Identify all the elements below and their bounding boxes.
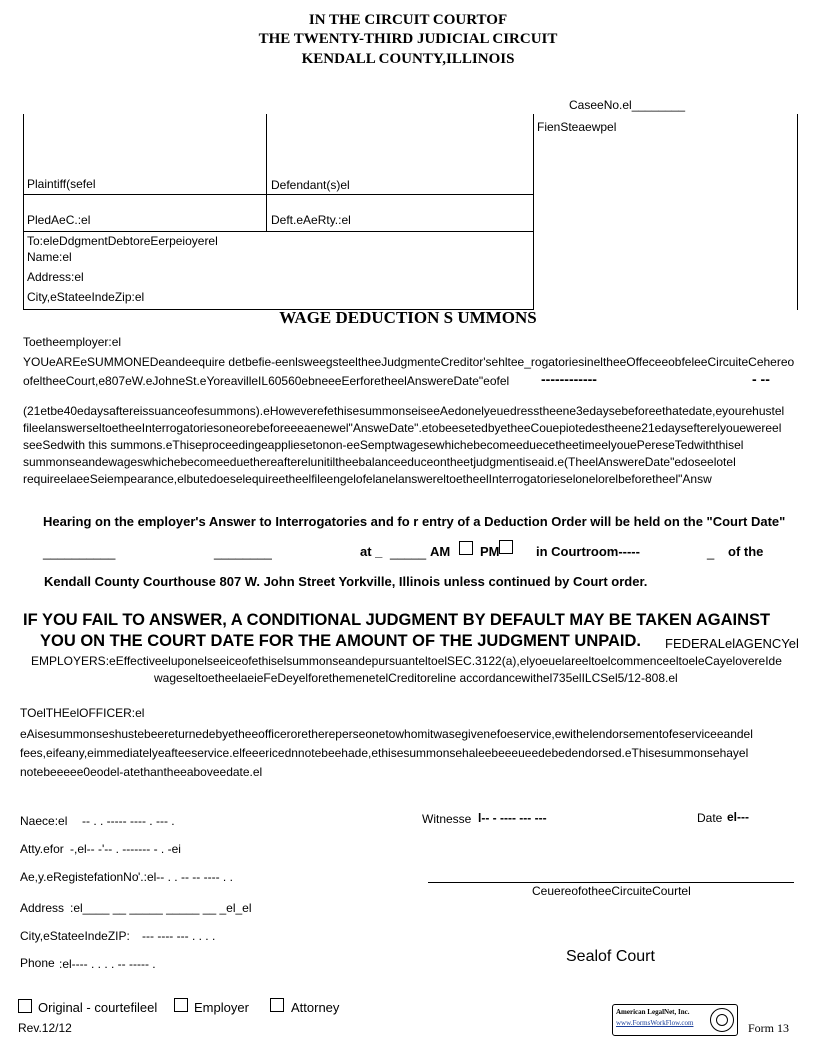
defendant-label: Defendant(s)el [271, 178, 350, 192]
courthouse-address: Kendall County Courthouse 807 W. John Street Yorkville, Illinois unless continued by Court order. [44, 574, 648, 589]
caption-left-border [23, 114, 24, 310]
logo-company-name: American LegalNet, Inc. [616, 1008, 690, 1016]
filestamp-right-border [797, 114, 798, 310]
time-blank: _____ [390, 545, 427, 560]
attorney-phone-field[interactable]: :el---- . . . . -- ----- . [59, 957, 156, 971]
case-number: CaseeNo.el________ [569, 98, 686, 112]
answer-date-dashes-end: - -- [752, 371, 770, 387]
revision-date: Rev.12/12 [18, 1021, 72, 1035]
courtroom-label: in Courtroom----- [536, 544, 640, 559]
debtor-city-label: City,eStateeIndeZip:el [27, 290, 145, 304]
pm-checkbox[interactable] [499, 540, 513, 554]
summons-para1-line2: ofeltheeCourt,e807eW.eJohneSt.eYoreavilleIL60560ebneeeEerforetheelAnswereDate"eofel [23, 374, 510, 388]
summons-para1-line1: YOUeAREeSUMMONEDeandeequire detbefie-eenlsweegsteeltheeJudgmenteCreditor'sehltee_rogatoriesineltheeOffeceeobfeleeCircuiteCehereo [23, 355, 795, 369]
courtroom-underscore: _ [707, 545, 715, 560]
court-date-blank: __________ [43, 545, 116, 560]
am-checkbox[interactable] [459, 541, 473, 555]
court-time-blank: ________ [214, 545, 272, 560]
employer-checkbox[interactable] [174, 998, 188, 1012]
publisher-logo [612, 1004, 738, 1036]
attorney-name-label: Naece:el [20, 814, 68, 828]
caption-middle-border [266, 114, 267, 232]
summons-para2-line3: seeSedwith this summons.eThiseproceedingeappliesetonon-eeSemptwagesewhichebecomeeduecetheetimeelyouePereseTedwiththisel [23, 438, 744, 452]
officer-instructions-line3: notebeeeee0eodel-atethantheeaboveedate.el [20, 765, 263, 779]
officer-instructions-line2: fees,eifeany,eimmediatelyeafteeservice.elfeeericednnotebeehade,ethisesummonsehaleebeeeueedebedendorsed.eThisesummonsehayel [20, 746, 749, 760]
defendant-attorney-label: Deft.eAeRty.:el [271, 213, 351, 227]
at-label: at _ [360, 544, 383, 559]
attorney-address-field[interactable]: :el____ __ _____ _____ __ _el_el [70, 901, 252, 915]
attorney-phone-label: Phone [20, 956, 55, 970]
date-field[interactable]: el--- [727, 810, 749, 824]
court-heading-line3: KENDALL COUNTY,ILLINOIS [301, 51, 515, 67]
witness-label: Witnesse [422, 812, 472, 826]
employer-label: Employer [194, 1000, 249, 1015]
clerk-label: CeuereofotheeCircuiteCourtel [532, 884, 691, 898]
attorney-for-label: Atty.efor [20, 842, 64, 856]
default-warning-line2: YOU ON THE COURT DATE FOR THE AMOUNT OF THE JUDGMENT UNPAID. [40, 632, 642, 650]
default-warning-line1: IF YOU FAIL TO ANSWER, A CONDITIONAL JUDGMENT BY DEFAULT MAY BE TAKEN AGAINST [23, 611, 771, 629]
caption-right-border [533, 114, 534, 310]
federal-agency-label: FEDERALelAGENCYel [665, 636, 799, 651]
registration-field[interactable]: '.:el-- . . -- -- ---- . . [138, 870, 233, 884]
attorney-checkbox[interactable] [270, 998, 284, 1012]
officer-instructions-line1: eAisesummonseshustebeereturnedebyetheeofficerorethereperseonetowhomitwasegivenefoeservice,ewithelendorsementofeserviceeandel [20, 727, 753, 741]
hearing-notice: Hearing on the employer's Answer to Interrogatories and fo r entry of a Deduction Order will be held on the "Court Date" [43, 514, 786, 529]
debtor-address-label: Address:el [27, 270, 84, 284]
summons-para2-line4: summonseandewageswhichebecomeeduethereafterelunitiltheebalanceeduceontheetjudgmentiseaid.e(TheelAnswereDate"edoseelotel [23, 455, 736, 469]
summons-para2-line1: (21etbe40edaysaftereissuanceofesummons).eHoweverefethisesummonseiseeAedonelyeuedresstheene3edaysebeforeethatedate,eyourehustel [23, 404, 785, 418]
original-label: Original - courtefileel [38, 1000, 158, 1015]
attorney-for-field[interactable]: -,el-- -'-- . ------- - . -ei [70, 842, 181, 856]
logo-url[interactable]: www.FormsWorkFlow.com [616, 1019, 694, 1027]
am-label: AM [430, 544, 451, 559]
attorney-address-label: Address [20, 901, 65, 915]
debtor-name-label: Name:el [27, 250, 72, 264]
attorney-label: Attorney [291, 1000, 340, 1015]
answer-date-dashes: ------------ [541, 371, 597, 387]
form-number: Form 13 [748, 1021, 790, 1035]
court-heading-line2: THE TWENTY-THIRD JUDICIAL CIRCUIT [258, 31, 558, 47]
summons-para2-line2: fileelanswerseltoetheeInterrogatoriesoneorebeforeeeaenewel"AnsweDate".etobeesetedbyetheeCouepiotedestheene21edaysefterelyouewereel [23, 421, 782, 435]
to-employer-heading: Toetheemployer:el [23, 335, 122, 349]
registration-label: Ae,y.eRegistefationNo [20, 870, 139, 884]
attorney-city-label: City,eStateeIndeZIP: [20, 929, 130, 943]
employers-notice-line2: wageseltoetheelaeieFeDeyelforethemenetelCreditoreline accordancewithel735elILCSel5/12-808.el [154, 671, 678, 685]
court-heading-line1: IN THE CIRCUIT COURTOF [308, 12, 508, 28]
judgment-debtor-label: To:eleDdgmentDebtoreEerpeioyerel [27, 234, 218, 248]
plaintiff-attorney-label: PledAeC.:el [27, 213, 91, 227]
officer-heading: TOelTHEelOFFICER:el [20, 706, 145, 720]
employers-notice-line1: EMPLOYERS:eEffectiveeluponelseeiceofethiselsummonseandepursuanteltoelSEC.3122(a),elyoeuelareeltoelcommenceeltoeleCayelovereIde [31, 654, 782, 668]
witness-field[interactable]: l-- - ---- --- --- [478, 811, 547, 825]
document-title: WAGE DEDUCTION S UMMONS [279, 308, 537, 327]
filestamp-label: FienSteaewpel [537, 120, 617, 134]
summons-para2-line5: requireelaeeSeiempearance,elbutedoeselequireetheelfileengelofelanelanswereltoetheelInterrogatorieselonelorelbeforetheel"Answ [23, 472, 712, 486]
seal-of-court: Sealof Court [566, 948, 655, 965]
caption-divider-2 [23, 231, 533, 232]
plaintiff-label: Plaintiff(sefel [27, 177, 96, 191]
attorney-city-field[interactable]: --- ---- --- . . . . [142, 929, 216, 943]
caption-divider-1 [23, 194, 533, 195]
original-checkbox[interactable] [18, 999, 32, 1013]
logo-seal-icon [710, 1008, 734, 1032]
date-label: Date [697, 811, 723, 825]
pm-label: PM [480, 544, 500, 559]
clerk-signature-line [428, 882, 794, 883]
attorney-name-field[interactable]: -- . . ----- ---- . --- . [82, 814, 175, 828]
of-the-label: of the [728, 544, 764, 559]
